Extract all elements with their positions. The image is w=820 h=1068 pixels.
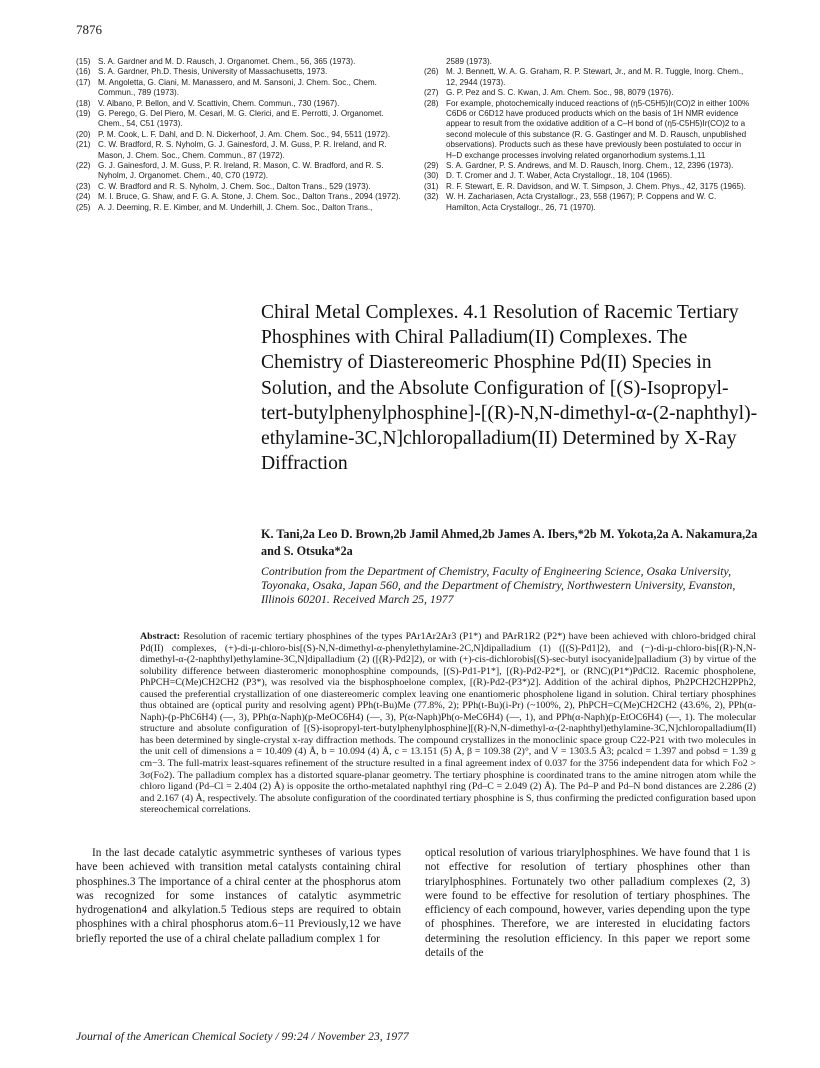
affiliation: Contribution from the Department of Chemistry, Faculty of Engineering Science, Osaka University, Toyonaka, Osaka, Japan 560, and the Department of Chemistry, Northwestern University, Evanston, Illinois 60201. Received March 25, 1977 [261, 564, 736, 606]
body-column-right: optical resolution of various triarylphosphines. We have found that 1 is not effective for resolution of tertiary phosphines other than triarylphosphines. Fortunately two other palladium complexes (2, 3) were found to be effective for resolution of tertiary phosphines. The efficiency of each compound, however, varies depending upon the type of phosphines. Therefore, we are interested in elucidating factors determining the resolution efficiency. In this paper we report some details of the [425, 847, 750, 960]
authors: K. Tani,2a Leo D. Brown,2b Jamil Ahmed,2b James A. Ibers,*2b M. Yokota,2a A. Nakamura,2a and S. Otsuka*2a [261, 527, 758, 558]
reference-item [76, 192, 408, 202]
reference-item [76, 182, 408, 192]
abstract-label: Abstract: [140, 631, 181, 642]
reference-text: M. Angoletta, G. Ciani, M. Manassero, and M. Sansoni, J. Chem. Soc., Chem. Commun., 789 (1973). [98, 77, 377, 98]
body-column-left: In the last decade catalytic asymmetric syntheses of various types have been achieved with transition metal catalysts containing chiral phosphines.3 The importance of a chiral center at the phosphorus atom was recognized for some instances of catalytic asymmetric hydrogenation4 and alkylation.5 Tedious steps are required to obtain phosphines with a chiral phosphorus atom.6−11 Previously,12 we have briefly reported the use of a chiral chelate palladium complex 1 for [76, 847, 401, 945]
reference-number: (24) [76, 192, 91, 202]
reference-text: G. P. Pez and S. C. Kwan, J. Am. Chem. Soc., 98, 8079 (1976). [446, 88, 674, 98]
reference-number: (22) [76, 161, 91, 171]
reference-item [424, 192, 750, 213]
reference-number: (28) [424, 98, 439, 108]
journal-footer: Journal of the American Chemical Society / 99:24 / November 23, 1977 [76, 1030, 409, 1043]
reference-number: (17) [76, 77, 91, 87]
reference-text: V. Albano, P. Bellon, and V. Scattivin, Chem. Commun., 730 (1967). [98, 98, 340, 108]
reference-item [76, 140, 408, 161]
reference-number: (25) [76, 202, 91, 212]
reference-text: M. J. Bennett, W. A. G. Graham, R. P. Stewart, Jr., and M. R. Tuggle, Inorg. Chem., 12, 2944 (1973). [446, 67, 744, 87]
reference-number: (27) [424, 88, 439, 98]
reference-text: C. W. Bradford, R. S. Nyholm, G. J. Gainesford, J. M. Guss, P. R. Ireland, and R. Mason, J. Chem. Soc., Chem. Commun., 87 (1972). [98, 140, 387, 160]
reference-item [76, 99, 408, 109]
reference-number: (20) [76, 129, 91, 139]
reference-text: G. Perego, G. Del Piero, M. Cesari, M. G. Clerici, and E. Perrotti, J. Organomet. Chem., 54, C51 (1973). [98, 109, 384, 129]
reference-text: W. H. Zachariasen, Acta Crystallogr., 23, 558 (1967); P. Coppens and W. C. Hamilton, Acta Crystallogr., 26, 71 (1970). [446, 192, 717, 212]
reference-text: G. J. Gainesford, J. M. Guss, P. R. Ireland, R. Mason, C. W. Bradford, and R. S. Nyholm, J. Organomet. Chem., 40, C70 (1972). [98, 161, 384, 181]
abstract-text: Resolution of racemic tertiary phosphines of the types PAr1Ar2Ar3 (P1*) and PArR1R2 (P2*) have been achieved with chloro-bridged chiral Pd(II) complexes, (+)-di-μ-chloro-bis[(S)-N,N-dimethyl-α-phenylethylamine-2C,N]dipalladium (1) ([(S)-Pd1]2), and (−)-di-μ-chloro-bis[(R)-N,N-dimethyl-α-(2-naphthyl)ethylamine-3C,N]dipalladium (2) ([(R)-Pd2]2), or with (+)-cis-dichlorobis[(S)-sec-butyl isocyanide]palladium (3) by virtue of the solubility difference between diasteromeric monophosphine compounds, [(S)-Pd1-P1*], [(R)-Pd2-P2*], or (RNC)(P1*)PdCl2. Racemic phospholene, PhPCH=C(Me)CH2CH2 (P3*), was resolved via the bisphosphoelone complex, [(R)-Pd2-(P3*)2]. Addition of the achiral diphos, Ph2PCH2CH2PPh2, caused the preferential crystallization of one diastereomeric complex leaving one enantiomeric phospholene ligand in solution. Chiral tertiary phosphines thus obtained are (optical purity and resolving agent) PPh(t-Bu)Me (77.8%, 2); PPh(t-Bu)(i-Pr) (~100%, 2), PhPCH=C(Me)CH2CH2 (43.6%, 2), PPh(α-Naph)-(p-PhC6H4) (—, 3), PPh(α-Naph)(p-MeOC6H4) (—, 3), P(α-Naph)Ph(o-MeC6H4) (—, 1), and PPh(α-Naph)(p-EtOC6H4) (—, 1). The molecular structure and absolute configuration of [(S)-isopropyl-tert-butylphenylphosphine][(R)-N,N-dimethyl-α-(2-naphthyl)ethylamine-3C,N]chloropalladium(II) has been determined by single-crystal x-ray diffraction methods. The compound crystallizes in the monoclinic space group C22-P21 with two molecules in the unit cell of dimensions a = 10.409 (4) Å, b = 10.094 (4) Å, c = 13.151 (5) Å, β = 109.38 (2)°, and V = 1303.5 Å3; ρcalcd = 1.397 and ρobsd = 1.39 g cm−3. The full-matrix least-squares refinement of the structure resulted in a final agreement index of 0.037 for the 3756 independent data for which Fo2 > 3σ(Fo2). The palladium complex has a distorted square-planar geometry. The tertiary phosphine is coordinated trans to the amine nitrogen atom while the chloro ligand (Pd–Cl = 2.404 (2) Å) is opposite the ortho-metalated naphthyl ring (Pd–C = 2.049 (2) Å). The Pd–P and Pd–N bond distances are 2.286 (2) and 2.167 (4) Å, respectively. The absolute configuration of the coordinated tertiary phosphine is S, thus confirming the predicted configuration based upon stereochemical correlations. [140, 631, 756, 816]
reference-number: (31) [424, 181, 439, 191]
reference-number: (15) [76, 57, 91, 66]
reference-item [76, 203, 408, 213]
reference-text: D. T. Cromer and J. T. Waber, Acta Crystallogr., 18, 104 (1965). [446, 171, 673, 181]
reference-text: 2589 (1973). [446, 57, 492, 66]
references-left [76, 57, 408, 213]
reference-item [76, 57, 408, 67]
reference-item [424, 88, 750, 98]
reference-number: (21) [76, 140, 91, 150]
reference-text: P. M. Cook, L. F. Dahl, and D. N. Dickerhoof, J. Am. Chem. Soc., 94, 5511 (1972). [98, 129, 391, 139]
reference-number: (32) [424, 192, 439, 202]
reference-text: R. F. Stewart, E. R. Davidson, and W. T. Simpson, J. Chem. Phys., 42, 3175 (1965). [446, 181, 746, 191]
reference-text: S. A. Gardner, P. S. Andrews, and M. D. Rausch, Inorg. Chem., 12, 2396 (1973). [446, 161, 734, 171]
reference-number: (19) [76, 109, 91, 119]
reference-text: M. I. Bruce, G. Shaw, and F. G. A. Stone, J. Chem. Soc., Dalton Trans., 2094 (1972). [98, 192, 401, 202]
reference-item [424, 161, 750, 171]
reference-text: S. A. Gardner and M. D. Rausch, J. Organomet. Chem., 56, 365 (1973). [98, 57, 356, 66]
reference-number: (23) [76, 181, 91, 191]
reference-item [76, 78, 408, 99]
reference-item [76, 130, 408, 140]
article-title: Chiral Metal Complexes. 4.1 Resolution of Racemic Tertiary Phosphines with Chiral Palladium(II) Complexes. The Chemistry of Diastereomeric Phosphine Pd(II) Species in Solution, and the Absolute Configuration of [(S)-Isopropyl-tert-butylphenylphosphine]-[(R)-N,N-dimethyl-α-(2-naphthyl)-ethylamine-3C,N]chloropalladium(II) Determined by X-Ray Diffraction [261, 302, 758, 475]
reference-number: (18) [76, 98, 91, 108]
page-number: 7876 [76, 22, 102, 37]
reference-item [424, 182, 750, 192]
reference-text: S. A. Gardner, Ph.D. Thesis, University of Massachusetts, 1973. [98, 67, 328, 77]
reference-number [424, 57, 446, 67]
reference-text: For example, photochemically induced reactions of (η5-C5H5)Ir(CO)2 in either 100% C6D6 or C6D12 have produced products which on the basis of 1H NMR evidence appear to result from the oxidative addition of a C–H bond of (η5-C5H5)Ir(CO)2 to a second molecule of this substance (R. G. Gastinger and M. D. Rausch, unpublished observations). Products such as these have previously been postulated to occur in H–D exchange processes involving related organorhodium systems.1,11 [446, 98, 750, 160]
reference-text: C. W. Bradford and R. S. Nyholm, J. Chem. Soc., Dalton Trans., 529 (1973). [98, 181, 371, 191]
reference-item [76, 109, 408, 130]
reference-text: A. J. Deeming, R. E. Kimber, and M. Underhill, J. Chem. Soc., Dalton Trans., [98, 202, 373, 212]
reference-item [76, 161, 408, 182]
reference-number: (16) [76, 67, 91, 77]
reference-number: (26) [424, 67, 439, 77]
reference-item [424, 67, 750, 88]
abstract [140, 631, 756, 816]
reference-item [424, 57, 750, 67]
reference-item [424, 99, 750, 161]
reference-number: (30) [424, 171, 439, 181]
reference-number: (29) [424, 161, 439, 171]
references-right [424, 57, 750, 213]
reference-item [424, 171, 750, 181]
reference-item [76, 67, 408, 77]
